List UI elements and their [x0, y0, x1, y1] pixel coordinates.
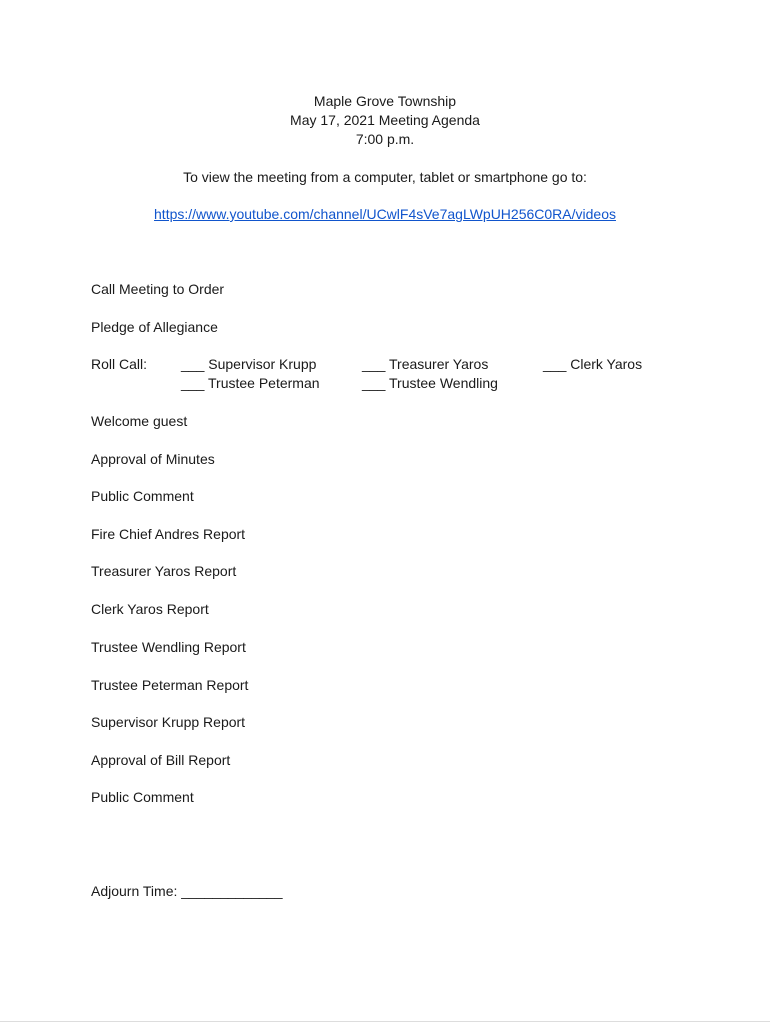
township-name: Maple Grove Township — [313, 93, 457, 109]
agenda-item: Treasurer Yaros Report — [91, 563, 237, 579]
agenda-title: May 17, 2021 Meeting Agenda — [290, 112, 480, 128]
agenda-item: Approval of Bill Report — [91, 752, 231, 768]
roll-call-label: Roll Call: — [91, 356, 148, 372]
agenda-item: Public Comment — [91, 789, 194, 805]
agenda-item: Welcome guest — [91, 413, 188, 429]
agenda-item: Clerk Yaros Report — [91, 601, 209, 617]
agenda-item: Fire Chief Andres Report — [91, 526, 246, 542]
agenda-item: Approval of Minutes — [91, 451, 215, 467]
view-instructions: To view the meeting from a computer, tablet or smartphone go to: — [183, 169, 587, 185]
page-bottom-divider — [0, 1021, 770, 1022]
roll-call-clerk-yaros: ___ Clerk Yaros — [543, 356, 643, 372]
youtube-link[interactable]: https://www.youtube.com/channel/UCwlF4sVe7agLWpUH256C0RA/videos — [154, 206, 616, 222]
meeting-time: 7:00 p.m. — [355, 131, 415, 147]
adjourn-time: Adjourn Time: _____________ — [91, 883, 283, 899]
agenda-item: Trustee Wendling Report — [91, 639, 246, 655]
agenda-item: Trustee Peterman Report — [91, 677, 249, 693]
agenda-item-pledge: Pledge of Allegiance — [91, 319, 218, 335]
agenda-item: Public Comment — [91, 488, 194, 504]
roll-call-trustee-peterman: ___ Trustee Peterman — [181, 375, 320, 391]
roll-call-supervisor-krupp: ___ Supervisor Krupp — [181, 356, 317, 372]
agenda-header — [0, 92, 770, 149]
roll-call-treasurer-yaros: ___ Treasurer Yaros — [362, 356, 489, 372]
youtube-link-container — [0, 205, 770, 224]
agenda-item-call-to-order: Call Meeting to Order — [91, 281, 225, 297]
roll-call-trustee-wendling: ___ Trustee Wendling — [362, 375, 498, 391]
agenda-item: Supervisor Krupp Report — [91, 714, 246, 730]
